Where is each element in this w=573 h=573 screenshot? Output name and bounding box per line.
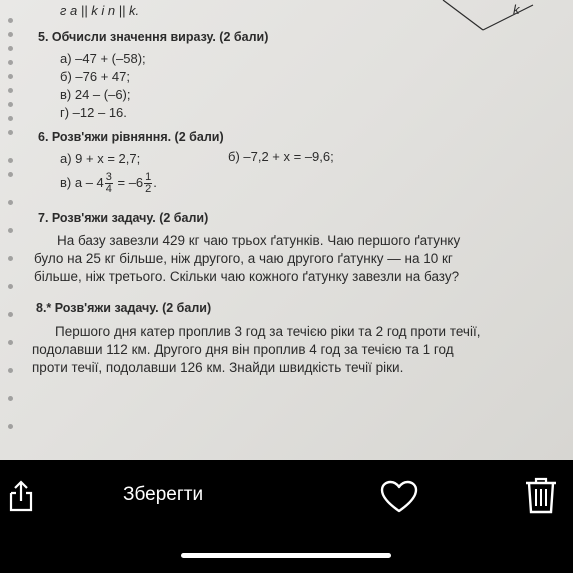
task5-item-a: а) –47 + (–58); xyxy=(60,51,146,66)
task8-line-2: подолавши 112 км. Другого дня він проплив 4 год за течією та 1 год xyxy=(32,342,454,357)
task6-item-a: а) 9 + x = 2,7; xyxy=(60,151,141,166)
task8-line-3: проти течії, подолавши 126 км. Знайди швидкість течії ріки. xyxy=(32,360,404,375)
task8-line-1: Першого дня катер проплив 3 год за течією ріки та 2 год проти течії, xyxy=(55,324,481,339)
task4-fragment: г a || k і n || k. xyxy=(60,3,140,18)
home-indicator[interactable] xyxy=(181,553,391,558)
task5-item-d: г) –12 – 16. xyxy=(60,105,127,120)
task7-line-1: На базу завезли 429 кг чаю трьох ґатунків. Чаю першого ґатунку xyxy=(57,233,461,248)
task5-item-c: в) 24 – (–6); xyxy=(60,87,131,102)
task5-heading: 5. Обчисли значення виразу. (2 бали) xyxy=(38,30,269,44)
geometry-figure xyxy=(433,0,573,40)
task6-item-c xyxy=(60,172,157,195)
fraction-three-quarters: $\frac{3}{4}$ xyxy=(105,171,112,195)
task6-item-b: б) –7,2 + x = –9,6; xyxy=(228,149,334,164)
task7-line-2: було на 25 кг більше, ніж другого, а чаю другого ґатунку — на 10 кг xyxy=(34,251,453,266)
save-button[interactable]: Зберегти xyxy=(123,484,204,505)
binding-holes xyxy=(8,0,22,460)
heart-icon[interactable] xyxy=(380,480,418,514)
task6-heading: 6. Розв'яжи рівняння. (2 бали) xyxy=(38,130,224,144)
share-icon[interactable] xyxy=(7,480,35,512)
task6-c-suffix: . xyxy=(153,174,157,190)
task7-line-3: більше, ніж третього. Скільки чаю кожного ґатунку завезли на базу? xyxy=(34,269,460,284)
task8-heading: 8.* Розв'яжи задачу. (2 бали) xyxy=(36,301,212,315)
task6-c-mid: = –6 xyxy=(113,174,144,190)
fraction-one-half: $\frac{1}{2}$ xyxy=(145,171,152,195)
task7-heading: 7. Розв'яжи задачу. (2 бали) xyxy=(38,211,209,225)
trash-icon[interactable] xyxy=(524,476,558,514)
task5-item-b: б) –76 + 47; xyxy=(60,69,130,84)
task6-c-prefix: в) a – 4 xyxy=(60,174,104,190)
figure-label: k xyxy=(513,2,520,17)
